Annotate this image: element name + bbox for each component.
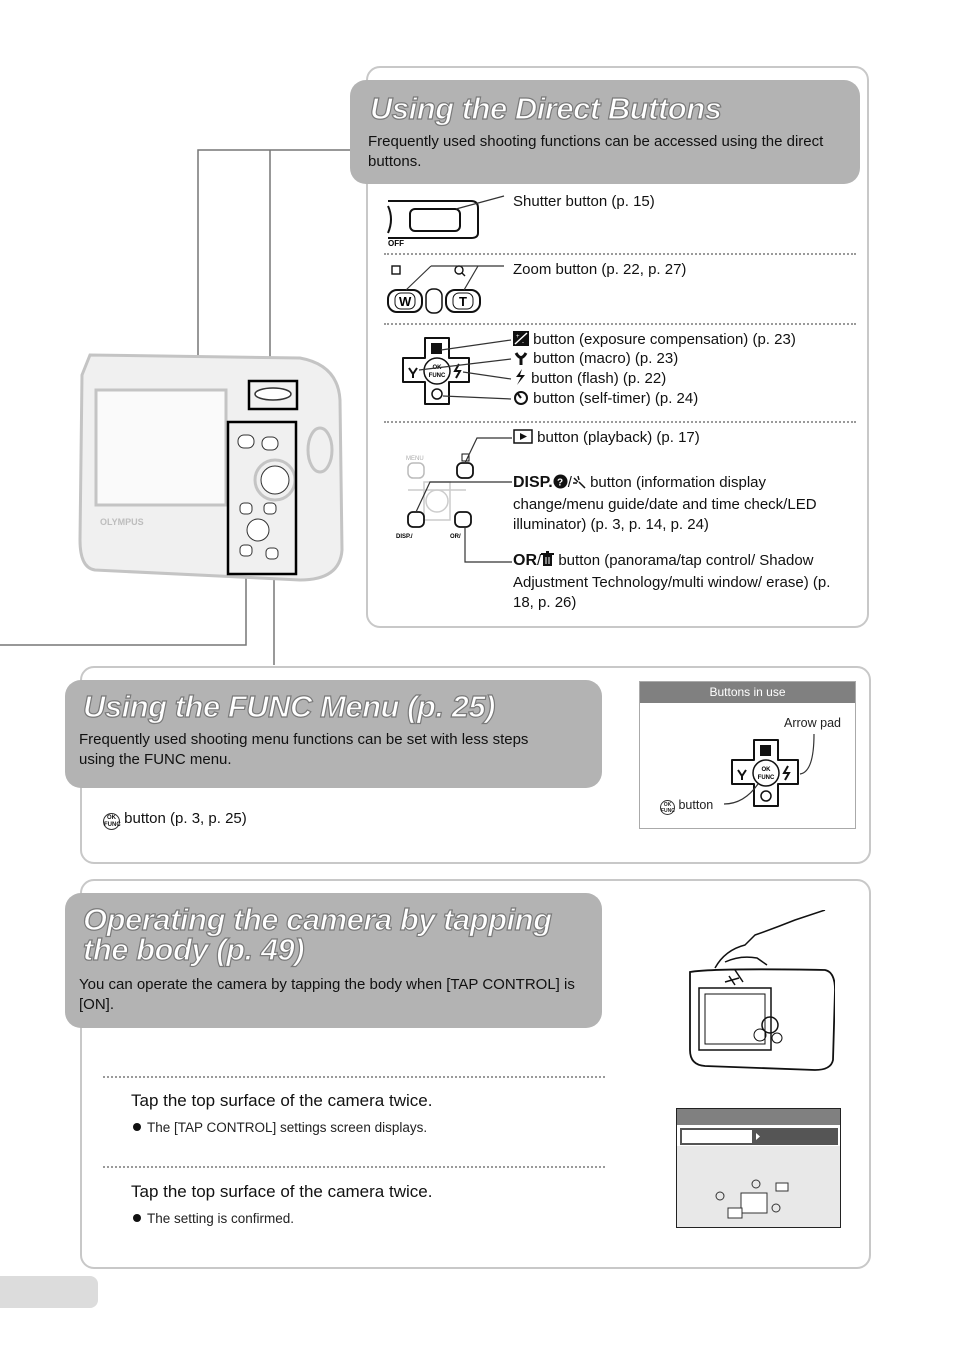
zoom-button-text: Zoom button (p. 22, p. 27) — [513, 261, 687, 278]
exposure-button-text: + - button (exposure compensation) (p. 23) — [513, 330, 796, 352]
disp-button-text: DISP. ? / button (information display change/menu guide/date and time check/LED illuminator) (p. 3, p. 14, p. 24) — [513, 474, 817, 533]
zoom-button-diagram — [386, 262, 508, 317]
step-2-note: The setting is confirmed. — [133, 1211, 294, 1226]
step-2-text: Tap the top surface of the camera twice. — [131, 1182, 433, 1201]
macro-button-text: button (macro) (p. 23) — [513, 349, 678, 371]
ok-func-icon: OK FUNC — [661, 802, 675, 814]
or-small-label: OR/ — [450, 534, 461, 540]
arrow-pad-label: Arrow pad — [784, 716, 841, 730]
buttons-in-use-box — [639, 681, 856, 829]
func-label: FUNC — [428, 373, 446, 379]
zoom-w-label: W — [399, 294, 412, 309]
func-menu-title: Using the FUNC Menu (p. 25) — [83, 689, 495, 724]
page-number-tab — [0, 1276, 98, 1308]
divider — [384, 323, 856, 325]
menu-label: MENU — [406, 456, 424, 462]
svg-text:+: + — [516, 334, 520, 340]
divider — [103, 1076, 605, 1078]
tap-camera-illustration — [685, 910, 835, 1080]
divider — [384, 253, 856, 255]
flash-icon — [513, 369, 527, 391]
selftimer-button-text: button (self-timer) (p. 24) — [513, 389, 698, 411]
flash-button-text: button (flash) (p. 22) — [513, 369, 666, 391]
help-icon — [553, 474, 568, 495]
ok-func-icon: OK FUNC — [104, 815, 121, 828]
shutter-button-diagram — [386, 193, 508, 248]
selftimer-icon — [513, 389, 529, 411]
camera-brand: OLYMPUS — [100, 517, 144, 527]
svg-text:-: - — [522, 340, 524, 346]
shutter-off-label: OFF — [388, 239, 404, 248]
tap-control-banner — [65, 893, 602, 1028]
svg-text:FUNC: FUNC — [757, 775, 775, 781]
divider — [384, 421, 856, 423]
playback-icon — [513, 429, 533, 450]
arrow-pad-diagram — [393, 330, 513, 412]
func-menu-banner — [65, 680, 602, 788]
svg-text:OK: OK — [761, 767, 771, 773]
divider — [103, 1166, 605, 1168]
step-1-text: Tap the top surface of the camera twice. — [131, 1091, 433, 1110]
tap-control-title: Operating the camera by tapping the body (p. 49) — [83, 902, 552, 967]
ok-func-button-text: OK FUNC button (p. 3, p. 25) — [104, 810, 247, 828]
step-1-note: The [TAP CONTROL] settings screen displays. — [133, 1120, 427, 1135]
macro-icon — [513, 350, 529, 371]
direct-buttons-banner — [350, 80, 860, 184]
func-menu-intro: Frequently used shooting menu functions can be set with less steps using the FUNC menu. — [79, 731, 529, 768]
disp-small-label: DISP./ — [396, 534, 413, 540]
camera-illustration — [0, 140, 370, 680]
shutter-button-text: Shutter button (p. 15) — [513, 193, 655, 210]
tap-control-screen — [676, 1108, 842, 1229]
playback-disp-or-diagram — [394, 430, 514, 570]
arrow-pad-small-diagram — [722, 732, 852, 822]
svg-text:?: ? — [556, 477, 563, 489]
playback-button-text: button (playback) (p. 17) — [513, 428, 700, 450]
direct-buttons-title: Using the Direct Buttons — [370, 91, 722, 126]
buttons-in-use-header: Buttons in use — [640, 682, 855, 703]
ok-button-label: OK FUNC button — [661, 798, 714, 814]
trash-icon — [541, 551, 554, 573]
or-button-text: OR/ button (panorama/tap control/ Shadow Adjustment Technology/multi window/ erase) (p. 18, p. 26) — [513, 552, 831, 611]
led-illuminator-icon — [572, 475, 586, 495]
tap-control-intro: You can operate the camera by tapping the body when [TAP CONTROL] is [ON]. — [79, 976, 575, 1013]
direct-buttons-intro: Frequently used shooting functions can be accessed using the direct buttons. — [368, 133, 824, 170]
zoom-t-label: T — [459, 294, 467, 309]
